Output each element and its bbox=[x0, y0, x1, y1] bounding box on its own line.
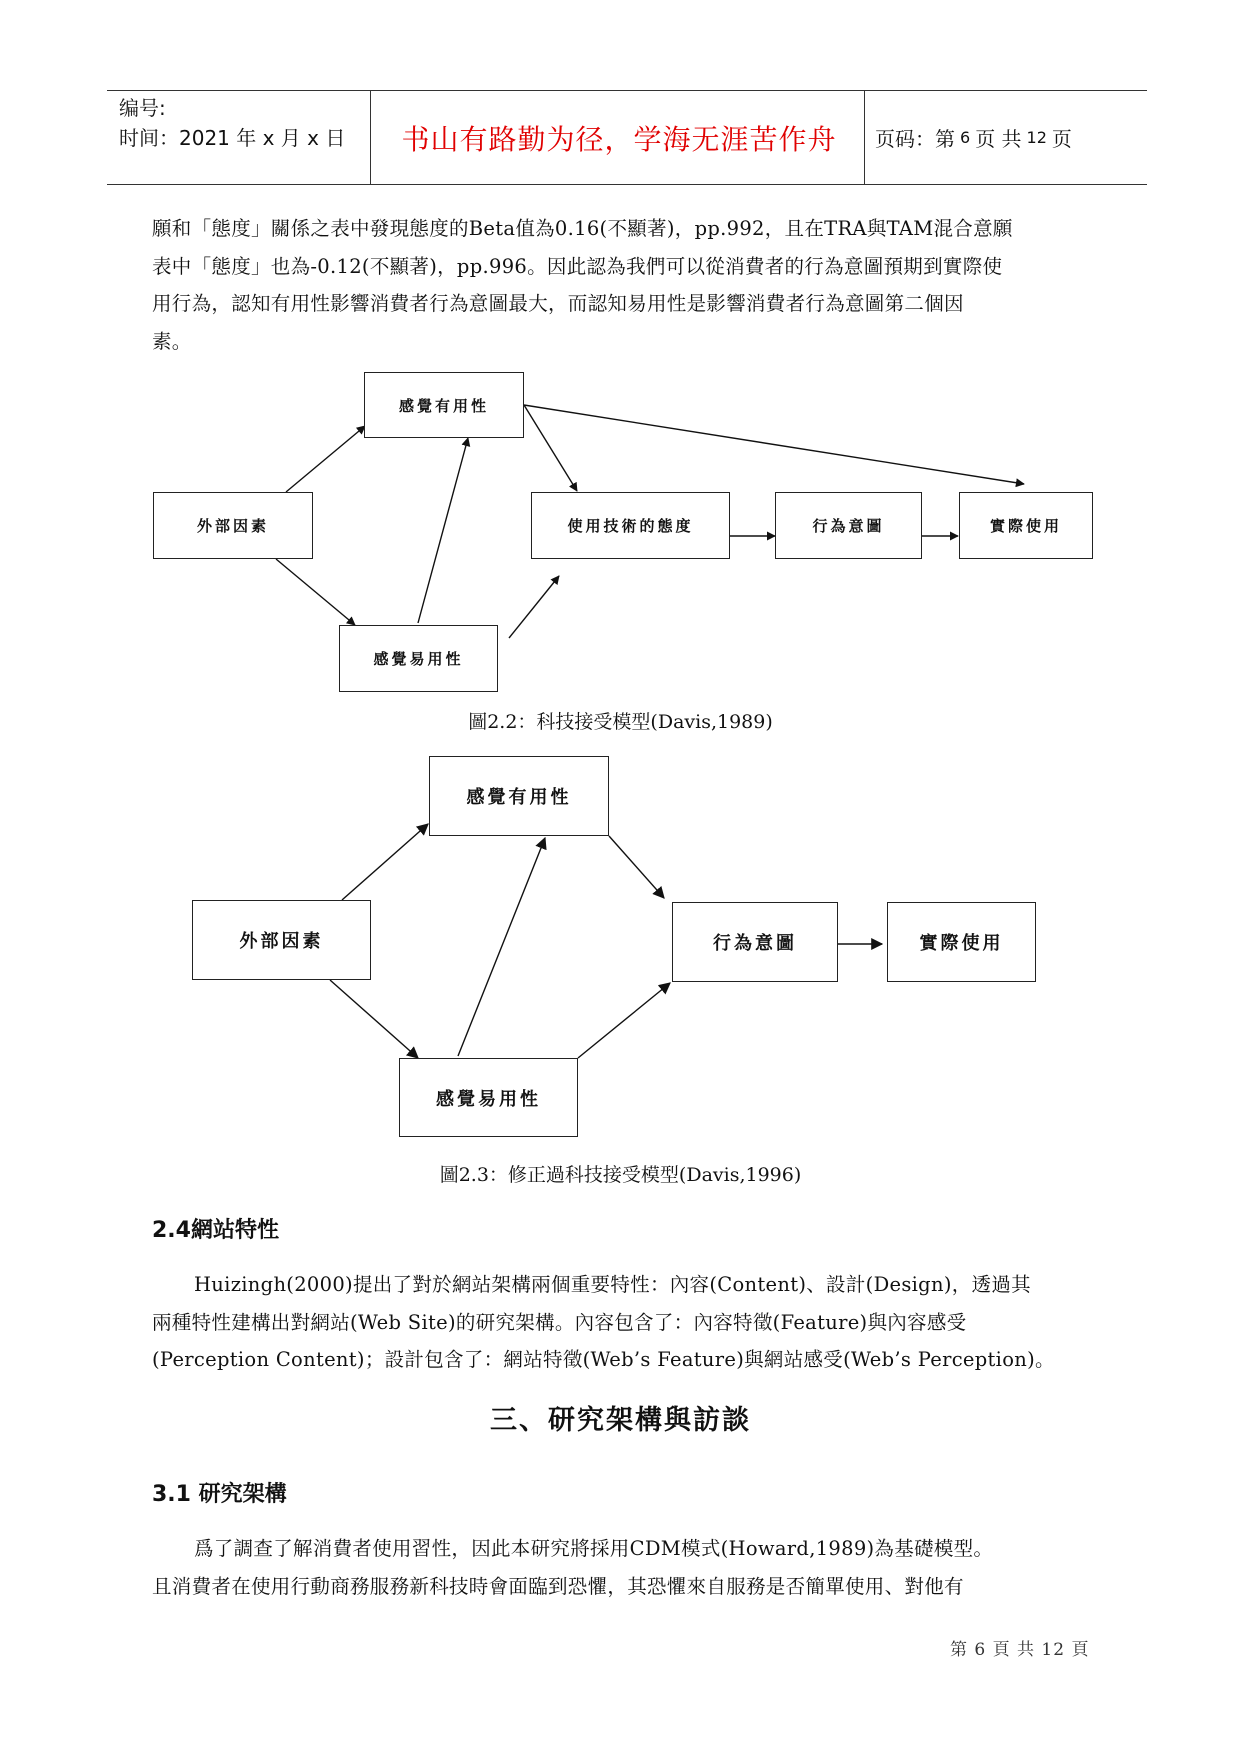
box-actual-use: 實際使用 bbox=[959, 492, 1093, 559]
text-line: 用行為，認知有用性影響消費者行為意圖最大，而認知易用性是影響消費者行為意圖第二個因 bbox=[152, 292, 964, 315]
figure-caption-2: 圖2.3：修正過科技接受模型(Davis,1996) bbox=[439, 1164, 802, 1186]
text-line: 且消費者在使用行動商務服務新科技時會面臨到恐懼，其恐懼來自服務是否簡單使用、對他有 bbox=[152, 1574, 964, 1598]
box-external-factors: 外部因素 bbox=[192, 900, 371, 980]
box-intention: 行為意圖 bbox=[672, 902, 838, 982]
box-actual-use: 實際使用 bbox=[887, 902, 1036, 982]
arrow-ease-to-useful bbox=[418, 438, 468, 623]
box-intention: 行為意圖 bbox=[775, 492, 922, 559]
arrow-useful-to-actual bbox=[524, 405, 1024, 484]
arrow2-ease-to-useful bbox=[458, 838, 545, 1056]
header-motto: 书山有路勤为径，学海无涯苦作舟 bbox=[401, 122, 837, 156]
arrow-external-to-useful bbox=[286, 426, 365, 492]
paragraph-2 bbox=[152, 1266, 1100, 1379]
serial-label: 编号: bbox=[119, 96, 166, 120]
figure-caption-1: 圖2.2：科技接受模型(Davis,1989) bbox=[468, 711, 773, 733]
text-line: 表中「態度」也為-0.12(不顯著)，pp.996。因此認為我們可以從消費者的行為意圖預期到實際使 bbox=[152, 254, 1003, 278]
arrow2-ease-to-intention bbox=[578, 983, 670, 1058]
arrow2-useful-to-intention bbox=[609, 836, 664, 898]
page-number: 6 bbox=[960, 128, 971, 147]
page-prefix: 页码：第 bbox=[875, 127, 955, 151]
arrow-useful-to-attitude bbox=[524, 405, 577, 491]
text-line: 素。 bbox=[152, 329, 192, 353]
page-suffix: 页 bbox=[1051, 127, 1072, 151]
box-perceived-ease: 感覺易用性 bbox=[399, 1058, 578, 1137]
arrow2-external-to-useful bbox=[342, 824, 428, 900]
box-perceived-usefulness: 感覺有用性 bbox=[364, 372, 524, 438]
paragraph-3 bbox=[152, 1530, 1100, 1605]
text-line: 兩種特性建構出對網站(Web Site)的研究架構。內容包含了：內容特徵(Feature)與內容感受 bbox=[152, 1310, 967, 1334]
time-label: 时间：2021 年 x 月 x 日 bbox=[119, 126, 346, 150]
text-line: 爲了調查了解消費者使用習性，因此本研究將採用CDM模式(Howard,1989)為基礎模型。 bbox=[194, 1537, 994, 1560]
box-perceived-ease: 感覺易用性 bbox=[339, 625, 498, 692]
section-3-1-heading: 3.1 研究架構 bbox=[152, 1482, 287, 1507]
arrow2-external-to-ease bbox=[330, 980, 418, 1058]
text-line: Huizingh(2000)提出了對於網站架構兩個重要特性：內容(Content)、設計(Design)，透過其 bbox=[194, 1273, 1031, 1296]
arrow-external-to-ease bbox=[276, 559, 355, 625]
text-line: (Perception Content)；設計包含了：網站特徵(Web’s Feature)與網站感受(Web’s Perception)。 bbox=[152, 1348, 1055, 1371]
chapter-3-heading: 三、研究架構與訪談 bbox=[490, 1405, 751, 1436]
box-external-factors: 外部因素 bbox=[153, 492, 313, 559]
page-total: 12 bbox=[1026, 128, 1047, 147]
page-footer: 第 6 頁 共 12 頁 bbox=[950, 1640, 1090, 1660]
text-line: 願和「態度」關係之表中發現態度的Beta值為0.16(不顯著)，pp.992，且在TRA與TAM混合意願 bbox=[152, 217, 1013, 240]
page-mid: 页 共 bbox=[975, 127, 1022, 151]
section-2-4-heading: 2.4網站特性 bbox=[152, 1218, 279, 1243]
box-attitude: 使用技術的態度 bbox=[531, 492, 730, 559]
arrow-ease-to-attitude bbox=[509, 576, 559, 638]
box-perceived-usefulness: 感覺有用性 bbox=[429, 756, 609, 836]
